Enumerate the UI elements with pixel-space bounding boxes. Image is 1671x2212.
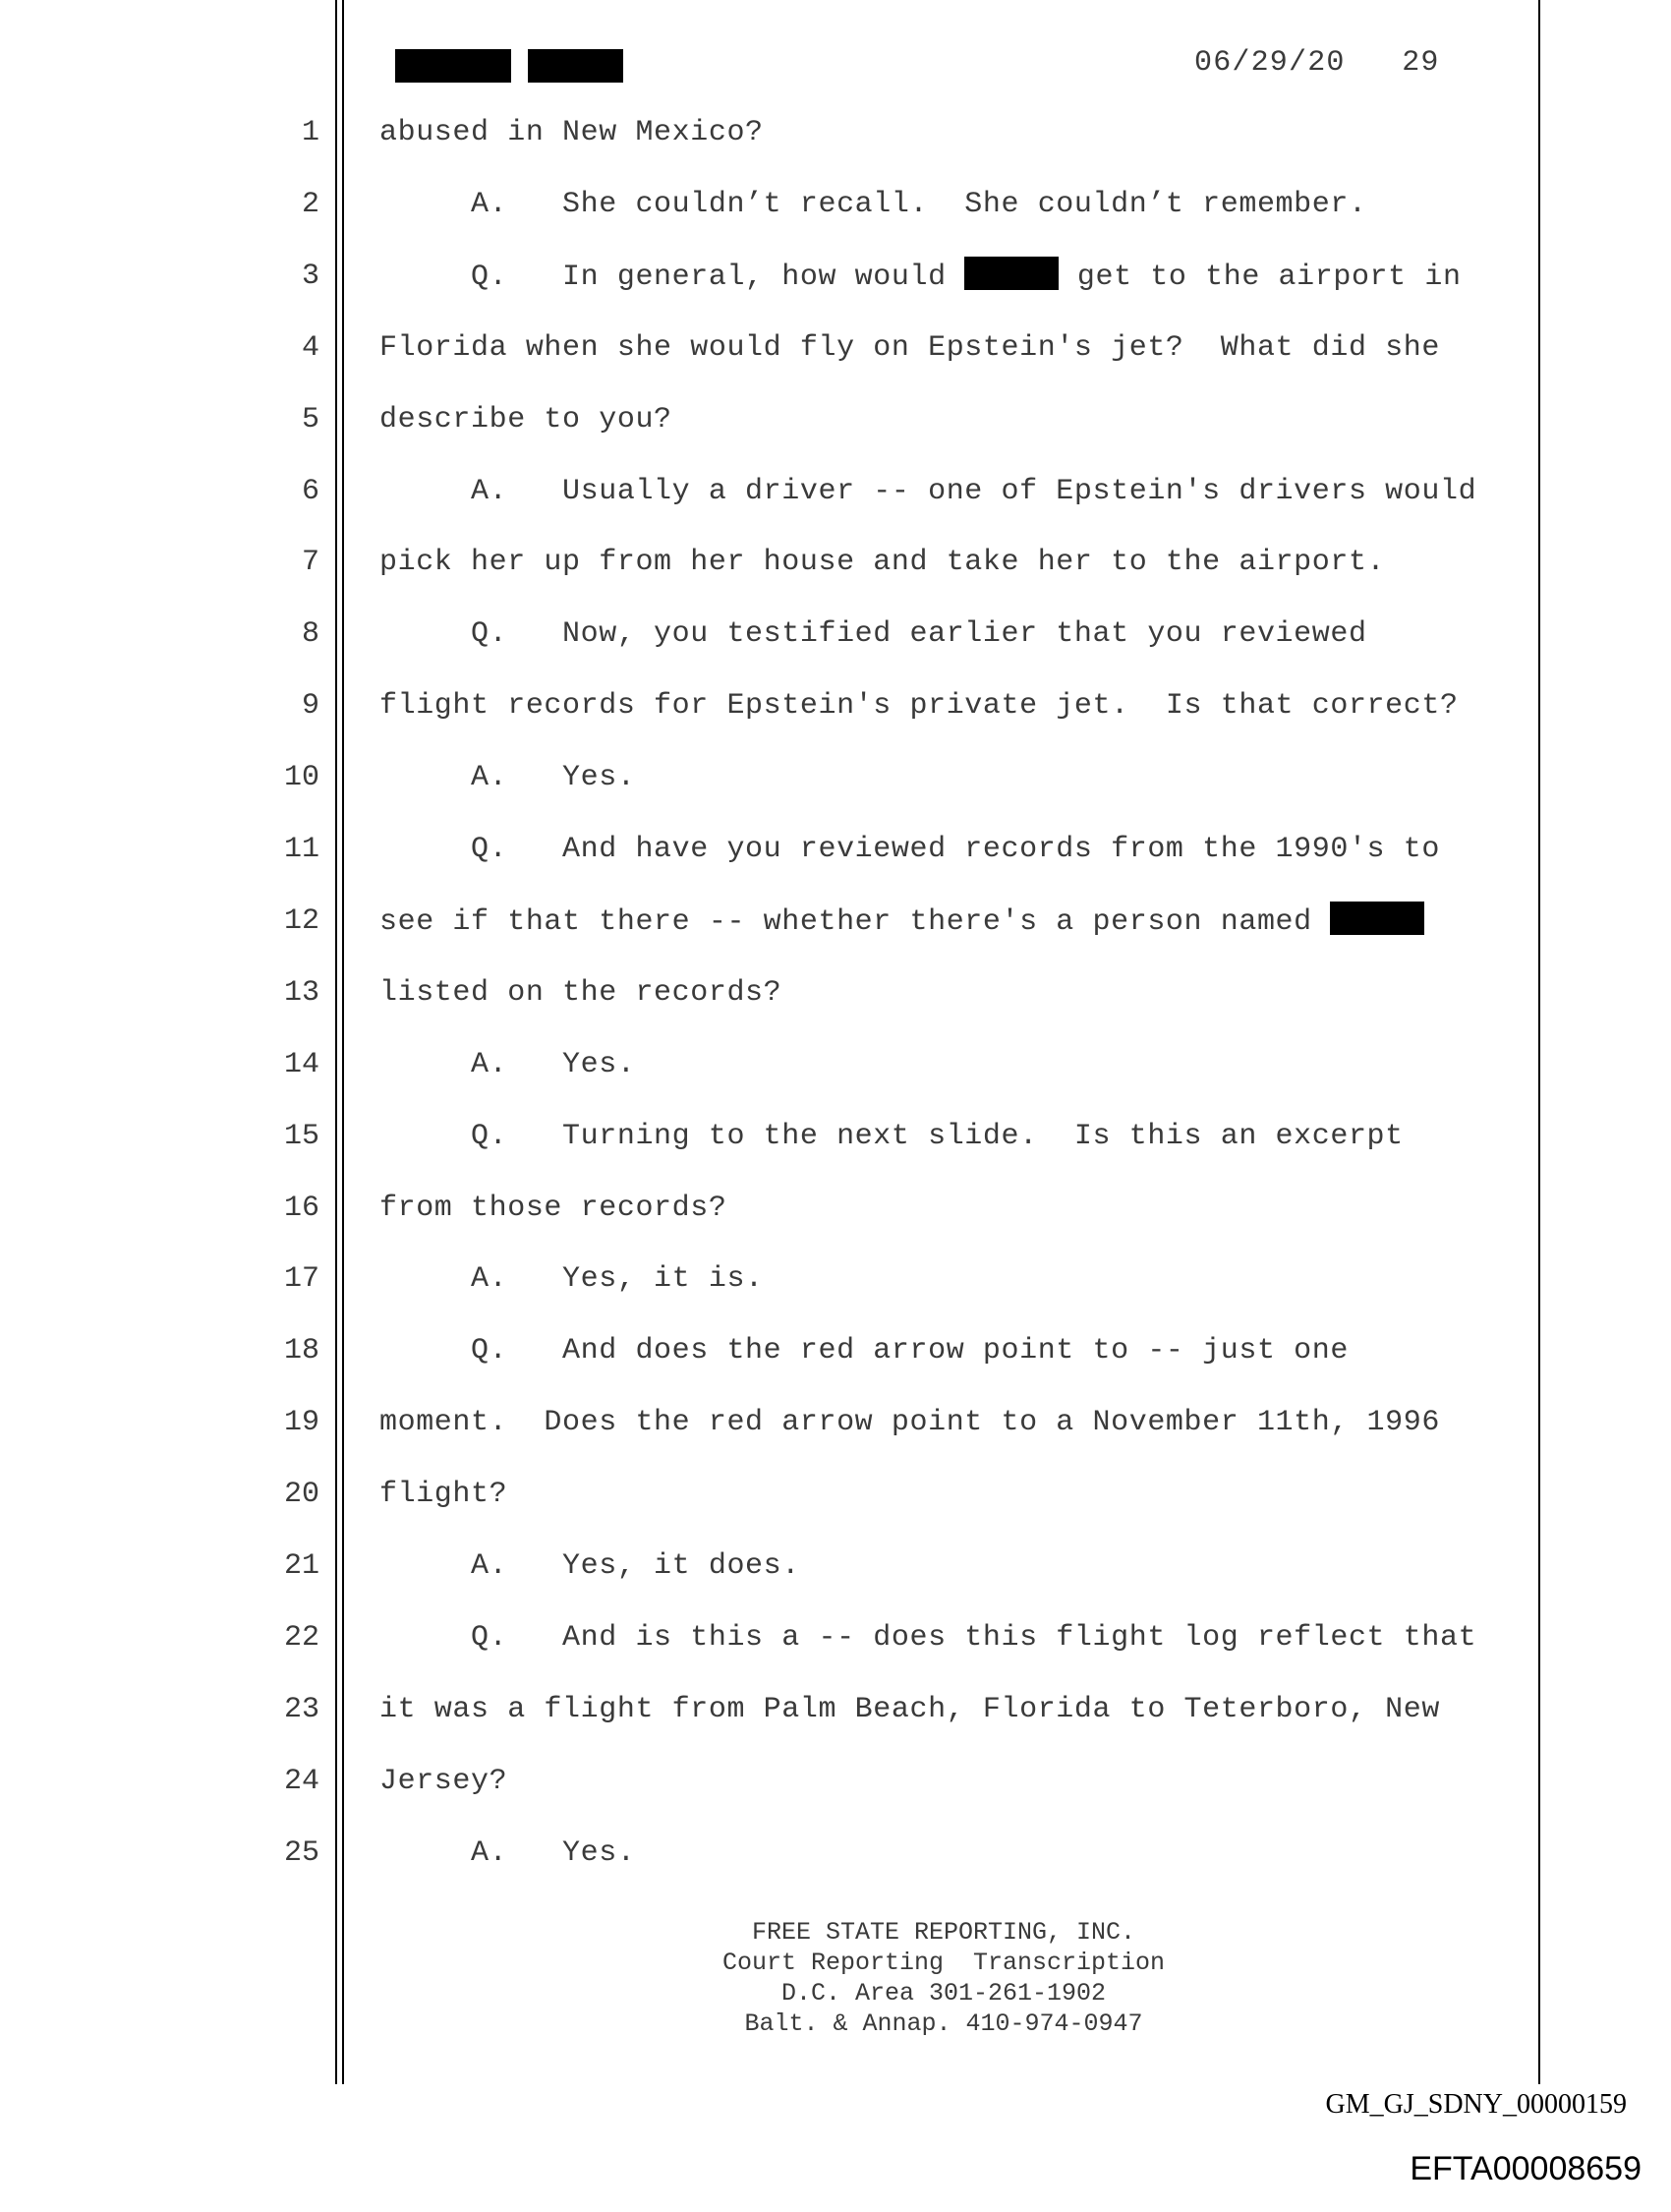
line-number: 3 — [301, 260, 319, 293]
line-number: 8 — [301, 617, 319, 651]
line-number: 22 — [283, 1621, 319, 1655]
transcript-line: Florida when she would fly on Epstein's jet? What did she — [379, 331, 1440, 365]
footer-services: Court Reporting Transcription — [721, 1949, 1166, 1977]
line-number: 1 — [301, 116, 319, 149]
header-redaction-2 — [528, 49, 623, 83]
footer-dc-phone: D.C. Area 301-261-1902 — [780, 1979, 1107, 2008]
line-number: 10 — [283, 761, 319, 794]
line-number: 11 — [283, 833, 319, 866]
transcript-line: it was a flight from Palm Beach, Florida to Teterboro, New — [379, 1693, 1440, 1726]
transcript-line: from those records? — [379, 1192, 727, 1225]
left-margin-rule-2 — [342, 0, 344, 2084]
transcript-line: A. Usually a driver -- one of Epstein's drivers would — [379, 475, 1477, 508]
transcript-line — [379, 257, 1462, 297]
line-number: 17 — [283, 1262, 319, 1296]
transcript-line: A. Yes. — [379, 1836, 636, 1870]
transcript-line: A. Yes. — [379, 1048, 636, 1081]
footer-company: FREE STATE REPORTING, INC. — [751, 1918, 1136, 1947]
transcript-line: Q. And is this a -- does this flight log reflect that — [379, 1621, 1477, 1655]
line-number: 18 — [283, 1334, 319, 1368]
line-text-before: see if that there -- whether there's a person named — [379, 905, 1331, 939]
transcript-line: Q. And have you reviewed records from the 1990's to — [379, 833, 1440, 866]
transcript-line: flight? — [379, 1478, 508, 1511]
line-text-after: get to the airport in — [1059, 261, 1462, 294]
header-page-number: 29 — [1402, 46, 1440, 80]
line-number: 5 — [301, 403, 319, 437]
right-margin-rule — [1538, 0, 1540, 2084]
line-text-before: Q. In general, how would — [379, 261, 965, 294]
line-number: 15 — [283, 1120, 319, 1153]
transcript-line: A. Yes, it does. — [379, 1549, 800, 1583]
bates-number: GM_GJ_SDNY_00000159 — [1325, 2089, 1627, 2120]
transcript-line: moment. Does the red arrow point to a November 11th, 1996 — [379, 1406, 1440, 1439]
transcript-line: listed on the records? — [379, 976, 782, 1010]
transcript-line: Q. And does the red arrow point to -- just one — [379, 1334, 1349, 1368]
transcript-line — [379, 902, 1424, 942]
line-number: 23 — [283, 1693, 319, 1726]
line-number: 25 — [283, 1836, 319, 1870]
transcript-line: Q. Now, you testified earlier that you reviewed — [379, 617, 1367, 651]
line-number: 4 — [301, 331, 319, 365]
line-number: 21 — [283, 1549, 319, 1583]
transcript-line: A. Yes. — [379, 761, 636, 794]
header-date: 06/29/20 — [1194, 46, 1346, 80]
footer-balt-phone: Balt. & Annap. 410-974-0947 — [744, 2009, 1143, 2038]
line-number: 16 — [283, 1192, 319, 1225]
line-number: 6 — [301, 475, 319, 508]
line-number: 12 — [283, 904, 319, 938]
transcript-line: pick her up from her house and take her to the airport. — [379, 546, 1386, 579]
header-date-page — [1194, 43, 1440, 83]
efta-number: EFTA00008659 — [1410, 2150, 1642, 2187]
line-number: 13 — [283, 976, 319, 1010]
line-number: 19 — [283, 1406, 319, 1439]
redaction-box — [964, 257, 1059, 290]
line-number: 2 — [301, 188, 319, 221]
transcript-line: abused in New Mexico? — [379, 116, 764, 149]
transcript-line: A. Yes, it is. — [379, 1262, 764, 1296]
transcript-line: flight records for Epstein's private jet. Is that correct? — [379, 689, 1459, 723]
line-number: 9 — [301, 689, 319, 723]
transcript-line: describe to you? — [379, 403, 672, 437]
line-number: 14 — [283, 1048, 319, 1081]
redaction-box — [1330, 902, 1424, 935]
reporter-footer — [590, 1917, 1297, 2039]
header-redaction-1 — [395, 49, 511, 83]
left-margin-rule-1 — [335, 0, 337, 2084]
line-number: 7 — [301, 546, 319, 579]
line-number: 24 — [283, 1765, 319, 1798]
line-number: 20 — [283, 1478, 319, 1511]
transcript-line: A. She couldn’t recall. She couldn’t remember. — [379, 188, 1367, 221]
transcript-line: Q. Turning to the next slide. Is this an excerpt — [379, 1120, 1404, 1153]
transcript-line: Jersey? — [379, 1765, 508, 1798]
